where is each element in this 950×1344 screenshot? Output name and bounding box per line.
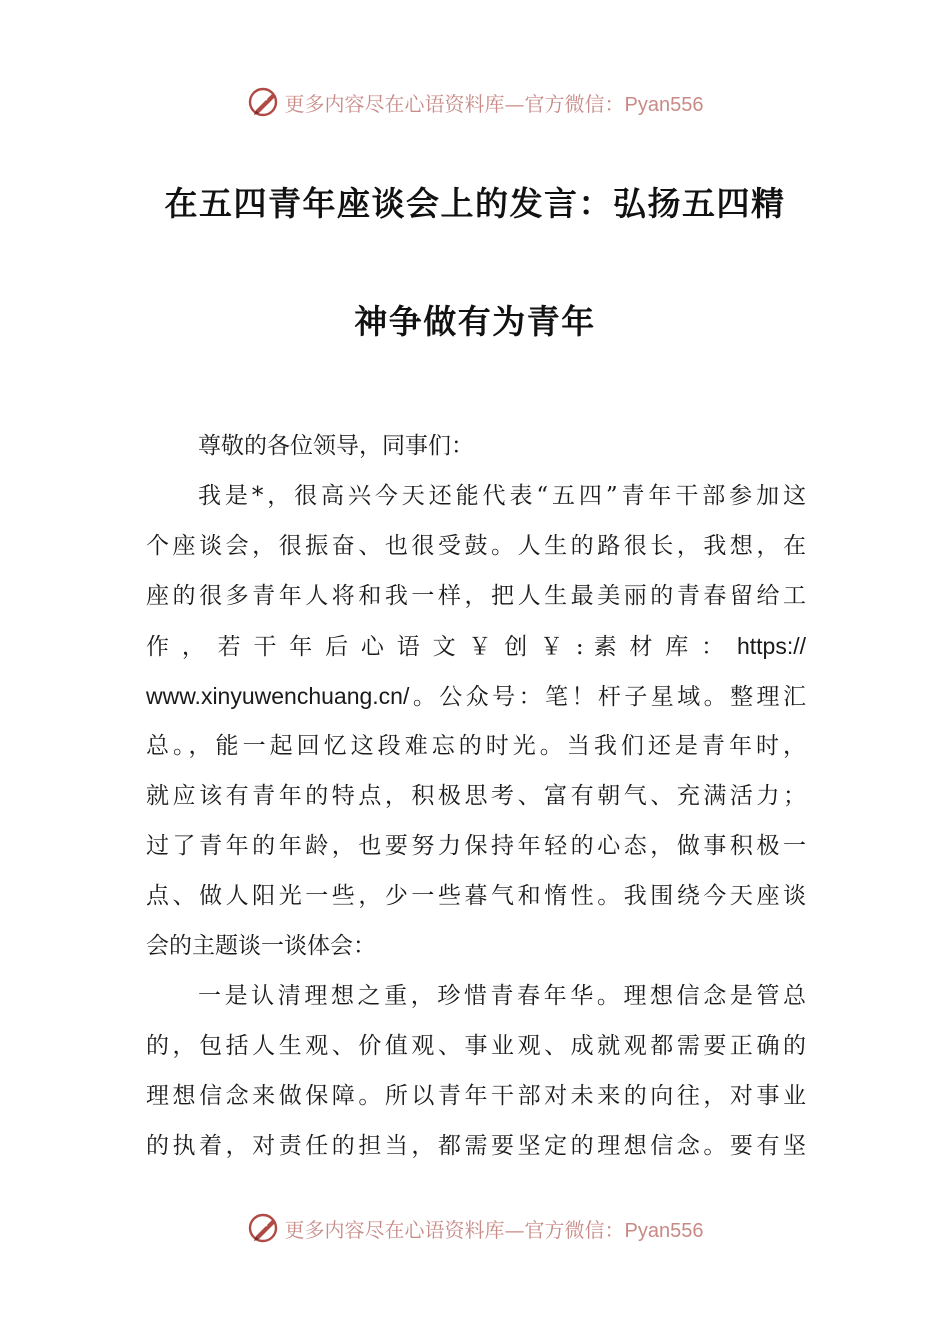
salutation: 尊敬的各位领导，同事们： [198, 433, 474, 459]
page-title-line-2: 神争做有为青年 [354, 302, 596, 341]
paragraph-line: 的执着，对责任的担当，都需要坚定的理想信念。要有坚 [146, 1133, 806, 1159]
pen-logo-icon [247, 85, 281, 119]
pen-logo-icon [247, 1211, 281, 1245]
paragraph-line: 的，包括人生观、价值观、事业观、成就观都需要正确的 [146, 1033, 806, 1059]
paragraph-line: 座的很多青年人将和我一样，把人生最美丽的青春留给工 [146, 583, 806, 609]
wechat-id: Pyan556 [624, 1219, 704, 1242]
paragraph-line: 个座谈会，很振奋、也很受鼓。人生的路很长，我想，在 [146, 533, 806, 559]
url-fragment: https:// [736, 633, 807, 659]
paragraph-line: 一是认清理想之重，珍惜青春年华。理想信念是管总 [198, 983, 806, 1009]
paragraph-line: 过了青年的年龄，也要努力保持年轻的心态，做事积极一 [146, 833, 806, 859]
url-domain: www.xinyuwenchuang.cn/ [146, 683, 410, 709]
header-watermark [0, 82, 950, 122]
paragraph-line: 会的主题谈一谈体会： [146, 933, 376, 959]
paragraph-line: 就应该有青年的特点，积极思考、富有朝气、充满活力； [146, 783, 806, 809]
paragraph-line: 理想信念来做保障。所以青年干部对未来的向往，对事业 [146, 1083, 806, 1109]
watermark-text: 更多内容尽在心语资料库—官方微信：Pyan556 [284, 1217, 704, 1242]
paragraph-line: 点、做人阳光一些，少一些暮气和惰性。我围绕今天座谈 [146, 883, 806, 909]
wechat-id: Pyan556 [624, 93, 704, 116]
paragraph-line: 总。，能一起回忆这段难忘的时光。当我们还是青年时， [146, 733, 806, 759]
paragraph-line: 作 ， 若 干 年 后 心 语 文 ￥ 创 ￥ : 素 材 库 ： https:// [146, 633, 807, 660]
page-title-line-1: 在五四青年座谈会上的发言：弘扬五四精 [164, 184, 786, 223]
speech-body [146, 421, 806, 1171]
footer-watermark [0, 1208, 950, 1248]
watermark-text: 更多内容尽在心语资料库—官方微信：Pyan556 [284, 91, 704, 116]
paragraph-line: 我是*，很高兴今天还能代表“五四”青年干部参加这 [198, 483, 806, 509]
paragraph-line: www.xinyuwenchuang.cn/。公众号：笔！杆子星域。整理汇 [146, 683, 806, 710]
